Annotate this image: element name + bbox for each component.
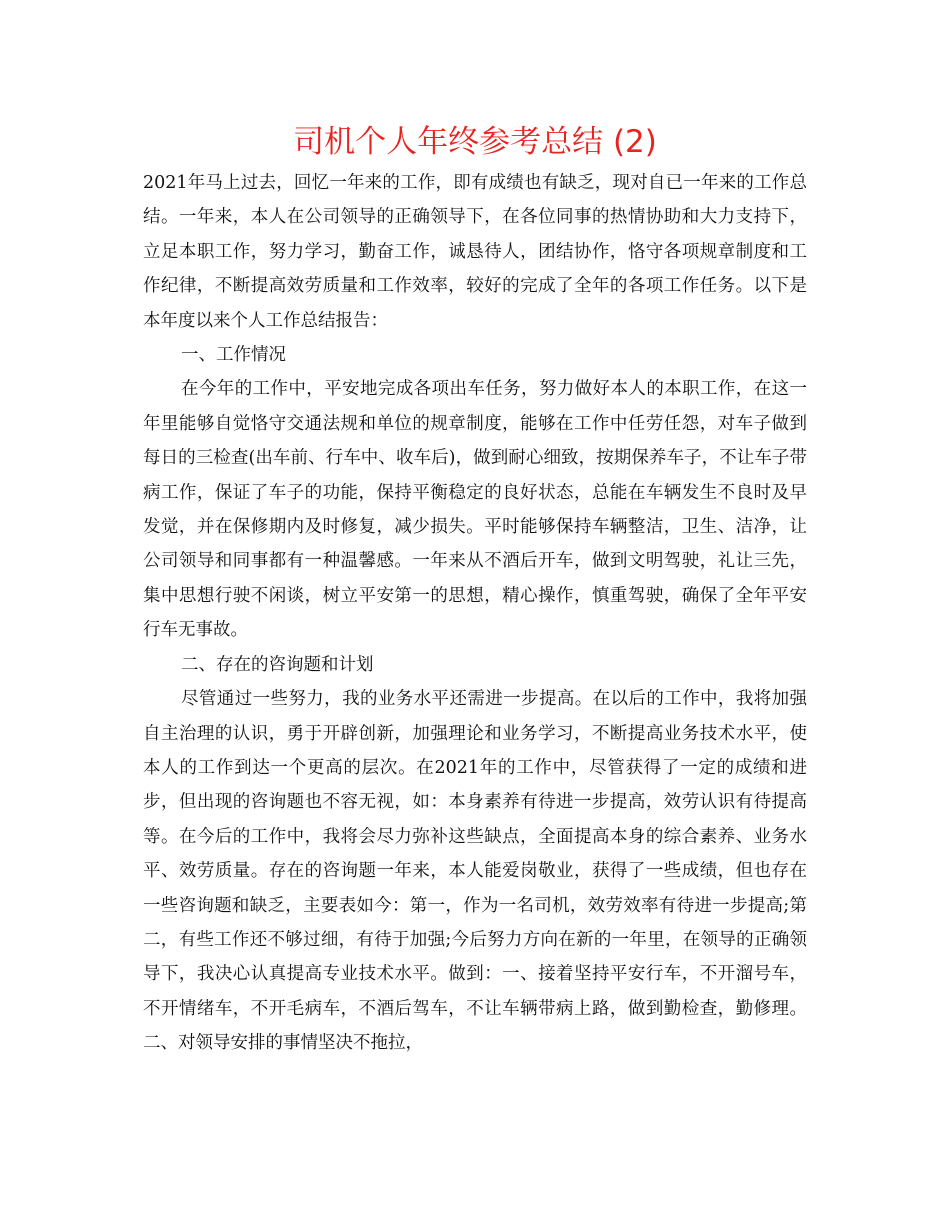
intro-paragraph: 2021年马上过去，回忆一年来的工作，即有成绩也有缺乏，现对自已一年来的工作总结。一年来，本人在公司领导的正确领导下，在各位同事的热情协助和大力支持下，立足本职工作，努力学习，勤奋工作，诚恳待人，团结协作，恪守各项规章制度和工作纪律，不断提高效劳质量和工作效率，较好的完成了全年的各项工作任务。以下是本年度以来个人工作总结报告： bbox=[143, 173, 807, 331]
problems-plans-paragraph: 尽管通过一些努力，我的业务水平还需进一步提高。在以后的工作中，我将加强自主治理的认识，勇于开辟创新，加强理论和业务学习，不断提高业务技术水平，使本人的工作到达一个更高的层次。在2021年的工作中，尽管获得了一定的成绩和进步，但出现的咨询题也不容无视，如：本身素养有待进一步提高，效劳认识有待提高等。在今后的工作中，我将会尽力弥补这些缺点，全面提高本身的综合素养、业务水平、效劳质量。存在的咨询题一年来，本人能爱岗敬业，获得了一些成绩，但也存在一些咨询题和缺乏，主要表如今：第一，作为一名司机，效劳效率有待进一步提高;第二，有些工作还不够过细，有待于加强;今后努力方向在新的一年里，在领导的正确领导下，我决心认真提高专业技术水平。做到：一、接着坚持平安行车，不开溜号车，不开情绪车，不开毛病车，不酒后驾车，不让车辆带病上路，做到勤检查，勤修理。二、对领导安排的事情坚决不拖拉， bbox=[143, 689, 807, 1054]
section-heading-work-status: 一、工作情况 bbox=[181, 345, 286, 366]
document-title: 司机个人年终参考总结 (2) bbox=[293, 124, 657, 160]
work-status-paragraph: 在今年的工作中，平安地完成各项出车任务，努力做好本人的本职工作，在这一年里能够自觉恪守交通法规和单位的规章制度，能够在工作中任劳任怨，对车子做到每日的三检查(出车前、行车中、收车后)，做到耐心细致，按期保养车子，不让车子带病工作，保证了车子的功能，保持平衡稳定的良好状态，总能在车辆发生不良时及早发觉，并在保修期内及时修复，减少损失。平时能够保持车辆整洁，卫生、洁净，让公司领导和同事都有一种温馨感。一年来从不酒后开车，做到文明驾驶，礼让三先，集中思想行驶不闲谈，树立平安第一的思想，精心操作，慎重驾驶，确保了全年平安行车无事故。 bbox=[143, 379, 807, 641]
section-heading-problems-plans: 二、存在的咨询题和计划 bbox=[181, 654, 374, 675]
document-body bbox=[143, 166, 807, 1061]
